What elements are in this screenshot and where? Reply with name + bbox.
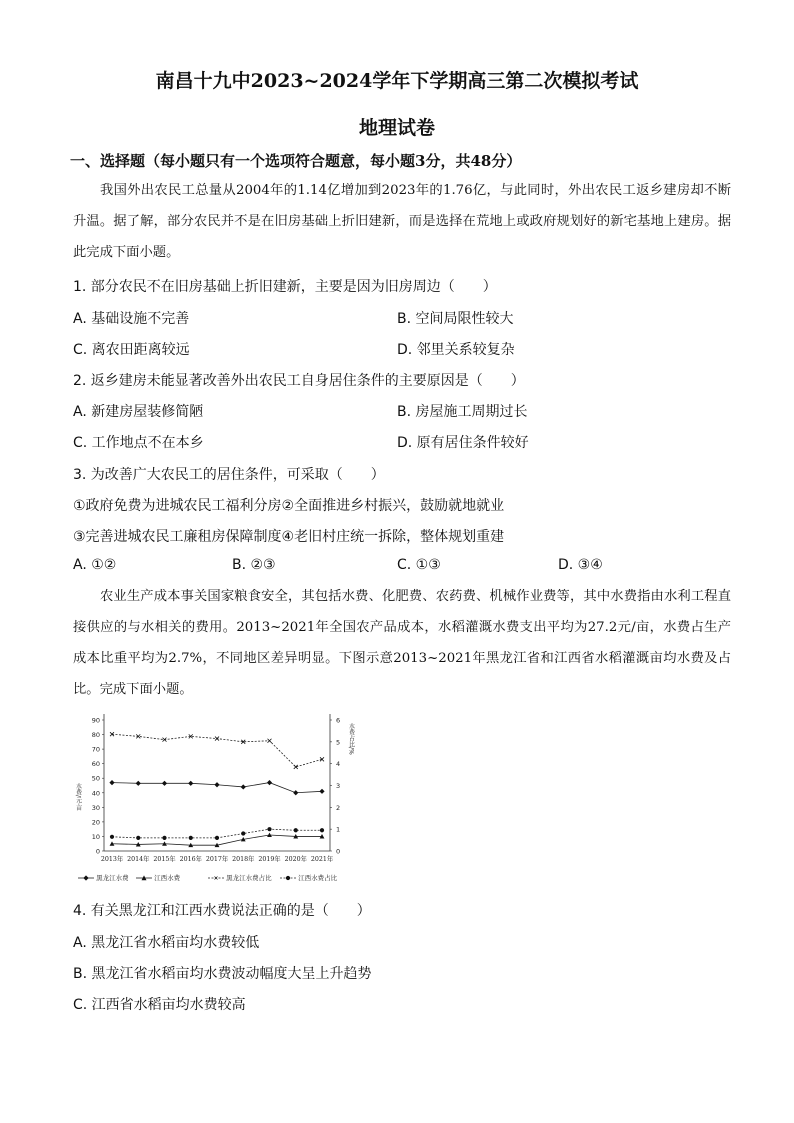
data-point	[215, 836, 219, 840]
legend-item	[280, 873, 337, 882]
question-3-option-d: D. ③④	[558, 557, 603, 573]
page-subtitle: 地理试卷	[358, 117, 435, 139]
data-point	[162, 781, 167, 786]
data-point	[109, 780, 114, 785]
y-left-tick-label: 80	[91, 731, 100, 740]
question-2-stem: 2. 返乡建房未能显著改善外出农民工自身居住条件的主要原因是（ ）	[73, 373, 525, 389]
legend-swatch	[78, 874, 94, 882]
question-2-option-b: B. 房屋施工周期过长	[397, 404, 528, 420]
y-left-label: 水费/元·亩	[74, 783, 82, 811]
legend-item	[208, 873, 272, 882]
data-point	[268, 739, 272, 743]
y-right-tick-label: 3	[336, 782, 341, 790]
y-left-tick-label: 0	[95, 847, 100, 856]
question-4-stem: 4. 有关黑龙江和江西水费说法正确的是（ ）	[73, 903, 371, 919]
data-point	[267, 780, 272, 785]
legend-swatch	[208, 874, 224, 882]
data-point	[241, 784, 246, 789]
data-point	[241, 831, 245, 835]
passage-1: 我国外出农民工总量从2004年的1.14亿增加到2023年的1.76亿，与此同时，外出农民工返乡建房却不断升温。据了解，部分农民并不是在旧房基础上折旧建新，而是选择在荒地上或政府规划好的新宅基地上建房。据此完成下面小题。	[73, 183, 731, 260]
data-point	[320, 828, 324, 832]
data-point	[136, 781, 141, 786]
y-right-label: 水费占比/%	[347, 723, 355, 755]
x-tick-label: 2014年	[127, 856, 150, 863]
data-point	[136, 836, 140, 840]
y-left-tick-label: 40	[91, 789, 100, 798]
x-tick-label: 2016年	[179, 856, 202, 863]
question-2-option-c: C. 工作地点不在本乡	[73, 435, 204, 451]
legend-label: 江西水费	[152, 874, 181, 882]
x-tick-label: 2017年	[205, 856, 229, 863]
legend-label: 黑龙江水费占比	[224, 874, 272, 882]
x-tick-label: 2019年	[258, 856, 281, 863]
question-4-option-c: C. 江西省水稻亩均水费较高	[73, 997, 246, 1013]
x-tick-label: 2021年	[310, 856, 334, 863]
y-left-tick-label: 10	[91, 832, 100, 841]
data-point	[319, 789, 324, 794]
y-right-tick-label: 5	[336, 738, 341, 747]
y-right-tick-label: 0	[336, 847, 341, 856]
legend-label: 黑龙江水费	[94, 874, 129, 882]
legend-label: 江西水费占比	[296, 874, 338, 882]
y-left-tick-label: 70	[91, 745, 100, 754]
data-point	[214, 782, 219, 787]
question-1-stem: 1. 部分农民不在旧房基础上折旧建新，主要是因为旧房周边（ ）	[73, 279, 497, 295]
question-2-option-a: A. 新建房屋装修简陋	[73, 404, 204, 420]
chart-legend	[78, 873, 368, 887]
legend-item	[136, 873, 180, 882]
question-2-option-d: D. 原有居住条件较好	[397, 435, 529, 451]
legend-swatch	[280, 874, 296, 882]
section-heading: 一、选择题（每小题只有一个选项符合题意，每小题3分，共48分）	[70, 152, 522, 170]
question-1-option-c: C. 离农田距离较远	[73, 342, 190, 358]
water-fee-chart	[68, 708, 358, 893]
question-1-option-b: B. 空间局限性较大	[397, 311, 514, 327]
data-point	[162, 836, 166, 840]
x-tick-label: 2015年	[153, 856, 176, 863]
x-tick-label: 2013年	[100, 856, 124, 863]
question-1-option-a: A. 基础设施不完善	[73, 311, 190, 327]
question-4-option-b: B. 黑龙江省水稻亩均水费波动幅度大呈上升趋势	[73, 966, 372, 982]
data-point	[188, 781, 193, 786]
question-3-option-c: C. ①③	[397, 557, 441, 573]
data-point	[110, 835, 114, 839]
data-point	[293, 790, 298, 795]
passage-2: 农业生产成本事关国家粮食安全，其包括水费、化肥费、农药费、机械作业费等，其中水费指由水利工程直接供应的与水相关的费用。2013~2021年全国农产品成本，水稻灌溉水费支出平均为27.2元/亩，水费占生产成本比重平均为2.7%，不同地区差异明显。下图示意2013~2021年黑龙江省和江西省水稻灌溉亩均水费及占比。完成下面小题。	[73, 589, 731, 697]
question-1-option-d: D. 邻里关系较复杂	[397, 342, 515, 358]
y-left-tick-label: 50	[91, 774, 100, 783]
x-tick-label: 2020年	[284, 856, 307, 863]
question-4-option-a: A. 黑龙江省水稻亩均水费较低	[73, 935, 260, 951]
question-3-option-b: B. ②③	[232, 557, 276, 573]
y-left-tick-label: 60	[91, 760, 100, 769]
page-title: 南昌十九中2023~2024学年下学期高三第二次模拟考试	[155, 70, 639, 92]
question-3-option-a: A. ①②	[73, 557, 117, 573]
y-left-tick-label: 20	[91, 818, 100, 827]
x-tick-label: 2018年	[232, 856, 255, 863]
y-right-tick-label: 2	[336, 803, 341, 812]
y-right-tick-label: 4	[336, 760, 341, 769]
question-3-statements-2: ③完善进城农民工廉租房保障制度④老旧村庄统一拆除，整体规划重建	[73, 529, 505, 545]
legend-swatch	[136, 874, 152, 882]
question-3-statements-1: ①政府免费为进城农民工福利分房②全面推进乡村振兴，鼓励就地就业	[73, 498, 505, 514]
y-left-tick-label: 90	[91, 716, 100, 725]
legend-item	[78, 873, 129, 882]
chart-svg	[68, 708, 358, 868]
y-right-tick-label: 1	[336, 825, 341, 834]
y-right-tick-label: 6	[336, 716, 341, 725]
data-point	[294, 828, 298, 832]
data-point	[267, 827, 271, 831]
y-left-tick-label: 30	[91, 803, 100, 812]
data-point	[189, 836, 193, 840]
question-3-stem: 3. 为改善广大农民工的居住条件，可采取（ ）	[73, 467, 385, 483]
